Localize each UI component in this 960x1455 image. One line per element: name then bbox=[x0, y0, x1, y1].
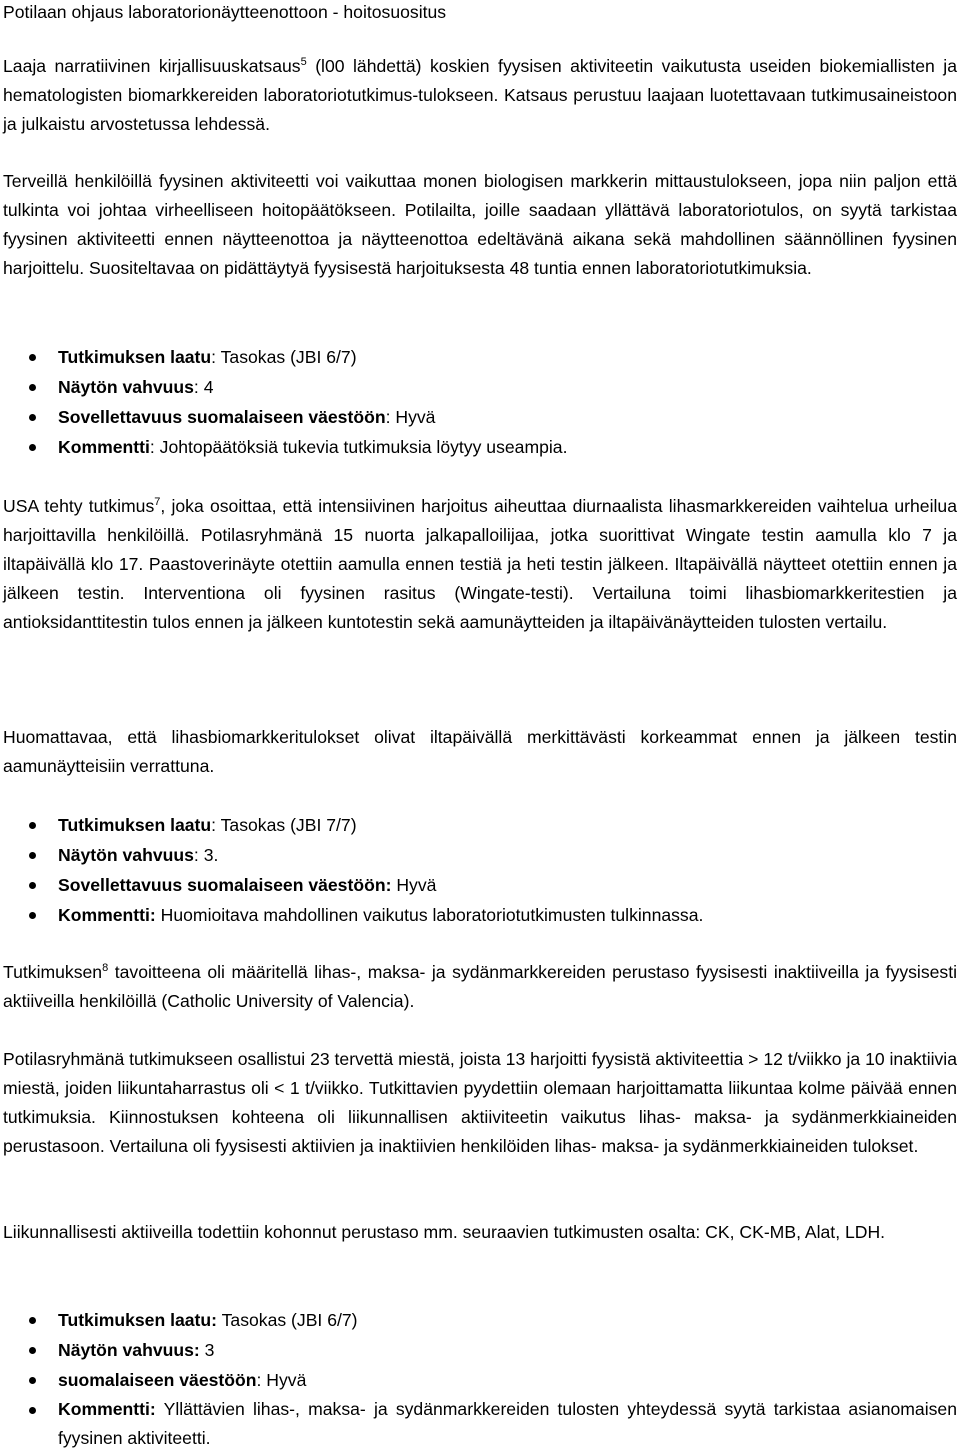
paragraph-text: tavoitteena oli määritellä lihas-, maksa- ja sydänmarkkereiden perustaso fyysisesti inaktiiveilla ja fyysisesti aktiiveilla henkilöillä (Catholic University of Valencia). bbox=[3, 962, 957, 1011]
evidence-item-quality bbox=[3, 342, 957, 372]
evidence-label: Näytön vahvuus bbox=[58, 377, 194, 397]
paragraph-text: Laaja narratiivinen kirjallisuuskatsaus bbox=[3, 56, 301, 76]
paragraph-literature-review bbox=[3, 52, 957, 139]
evidence-item-quality bbox=[3, 1305, 957, 1335]
evidence-value: Hyvä bbox=[266, 1370, 307, 1390]
evidence-value: Hyvä bbox=[396, 875, 437, 895]
reference-number: 7 bbox=[154, 496, 161, 509]
evidence-value: Huomioitava mahdollinen vaikutus laboratoriotutkimusten tulkinnassa. bbox=[160, 905, 704, 925]
evidence-label: Tutkimuksen laatu bbox=[58, 347, 212, 367]
evidence-value: Hyvä bbox=[395, 407, 436, 427]
evidence-label: Näytön vahvuus: bbox=[58, 1340, 200, 1360]
evidence-separator bbox=[156, 1399, 164, 1419]
evidence-value: 4 bbox=[203, 377, 214, 397]
paragraph-notable-finding: Huomattavaa, että lihasbiomarkkeritulokset olivat iltapäivällä merkittävästi korkeammat ennen ja jälkeen testin aamunäytteisiin verrattuna. bbox=[3, 727, 957, 776]
evidence-item-applicability bbox=[3, 1365, 957, 1395]
evidence-separator: : bbox=[193, 377, 204, 397]
evidence-value: Yllättävien lihas-, maksa- ja sydänmarkkereiden tulosten yhteydessä syytä tarkistaa asianomaisen fyysinen aktiviteetti. bbox=[58, 1399, 957, 1448]
evidence-label: Sovellettavuus suomalaiseen väestöön: bbox=[58, 875, 392, 895]
evidence-value: Johtopäätöksiä tukevia tutkimuksia löytyy useampia. bbox=[159, 437, 568, 457]
evidence-separator: : bbox=[149, 437, 160, 457]
reference-number: 5 bbox=[300, 56, 307, 69]
evidence-label: Tutkimuksen laatu: bbox=[58, 1310, 218, 1330]
reference-number: 8 bbox=[102, 962, 109, 975]
paragraph-results: Liikunnallisesti aktiiveilla todettiin kohonnut perustaso mm. seuraavien tutkimusten osalta: CK, CK-MB, Alat, LDH. bbox=[3, 1222, 886, 1242]
evidence-separator: : bbox=[211, 347, 221, 367]
paragraph-text: USA tehty tutkimus bbox=[3, 496, 155, 516]
evidence-label: Kommentti: bbox=[58, 905, 156, 925]
paragraph-text: , joka osoittaa, että intensiivinen harjoitus aiheuttaa diurnaalista lihasmarkkereiden vaihtelua urheilua harjoittavilla henkilöillä. Potilasryhmänä 15 nuorta jalkapalloilijaa, jotka suorittivat Wingate testin aamulla klo 7 ja iltapäivällä klo 17. Paastoverinäyte otettiin aamulla ennen testiä ja heti testin jälkeen. Iltapäivällä näytteet otettiin ennen ja jälkeen testin. Interventiona oli fyysinen rasitus (Wingate-testi). Vertailuna toimi lihasbiomarkkeritestien ja antioksidanttitestin tulos ennen ja jälkeen kuntotestin sekä aamunäytteiden ja iltapäivänäytteiden tulosten vertailu. bbox=[3, 496, 957, 632]
evidence-item-strength bbox=[3, 372, 957, 402]
evidence-separator: : bbox=[211, 815, 221, 835]
paragraph-text: (l00 lähdettä) koskien fyysisen aktiviteetin vaikutusta useiden biokemiallisten ja hematologisten biomarkkereiden laboratoriotutkimus-tulokseen. Katsaus perustuu laajaan luotettavaan tutkimusaineistoon ja julkaistu arvostetussa lehdessä. bbox=[3, 56, 957, 134]
paragraph-patient-group: Potilasryhmänä tutkimukseen osallistui 23 tervettä miestä, joista 13 harjoitti fyysistä aktiviteettia > 12 t/viikko ja 10 inaktiivia miestä, joiden liikuntaharrastus oli < 1 t/viikko. Tutkittavien pyydettiin olemaan harjoittamatta liikuntaa kolme päivää ennen tutkimuksia. Kiinnostuksen kohteena oli liikunnallisen aktiiviteetin vaikutus lihas- maksa- ja sydänmerkkiaineiden perustasoon. Vertailuna oli fyysisesti aktiivien ja inaktiivien henkilöiden lihas- maksa- ja sydänmerkkiaineiden tulokset. bbox=[3, 1049, 957, 1156]
evidence-item-comment bbox=[3, 1395, 957, 1453]
evidence-item-applicability bbox=[3, 870, 957, 900]
evidence-value: Tasokas (JBI 7/7) bbox=[220, 815, 357, 835]
evidence-value: 3. bbox=[203, 845, 219, 865]
evidence-separator: : bbox=[256, 1370, 267, 1390]
paragraph-physical-activity-effect: Terveillä henkilöillä fyysinen aktiviteetti voi vaikuttaa monen biologisen markkerin mittaustulokseen, jopa niin paljon että tulkinta voi johtaa virheelliseen hoitopäätökseen. Potilailta, joille saadaan yllättävä laboratoriotulos, on syytä tarkistaa fyysinen aktiviteetti ennen näytteenottoa ja näytteenottoa edeltävänä aikana sekä mahdollinen säännöllinen fyysinen harjoittelu. Suositeltavaa on pidättäytyä fyysisestä harjoituksesta 48 tuntia ennen laboratoriotutkimuksia. bbox=[3, 171, 957, 278]
document-title: Potilaan ohjaus laboratorionäytteenottoon - hoitosuositus bbox=[3, 2, 447, 22]
evidence-list-2 bbox=[3, 810, 957, 930]
paragraph-usa-study bbox=[3, 492, 957, 637]
evidence-item-applicability bbox=[3, 402, 957, 432]
evidence-label: Näytön vahvuus bbox=[58, 845, 194, 865]
evidence-item-strength bbox=[3, 840, 957, 870]
evidence-separator: : bbox=[385, 407, 396, 427]
evidence-item-quality bbox=[3, 810, 957, 840]
evidence-value: Tasokas (JBI 6/7) bbox=[220, 347, 357, 367]
evidence-separator: : bbox=[193, 845, 204, 865]
evidence-item-comment bbox=[3, 900, 957, 930]
evidence-label: Kommentti bbox=[58, 437, 150, 457]
evidence-item-comment bbox=[3, 432, 957, 462]
evidence-value: Tasokas (JBI 6/7) bbox=[221, 1310, 358, 1330]
evidence-label: Kommentti: bbox=[58, 1399, 156, 1419]
evidence-list-3 bbox=[3, 1305, 957, 1453]
evidence-label: suomalaiseen väestöön bbox=[58, 1370, 257, 1390]
paragraph-text: Tutkimuksen bbox=[3, 962, 103, 982]
evidence-item-strength bbox=[3, 1335, 957, 1365]
paragraph-valencia-study-aim bbox=[3, 958, 957, 1016]
evidence-label: Sovellettavuus suomalaiseen väestöön bbox=[58, 407, 386, 427]
evidence-label: Tutkimuksen laatu bbox=[58, 815, 212, 835]
evidence-value: 3 bbox=[204, 1340, 215, 1360]
evidence-list-1 bbox=[3, 342, 957, 462]
